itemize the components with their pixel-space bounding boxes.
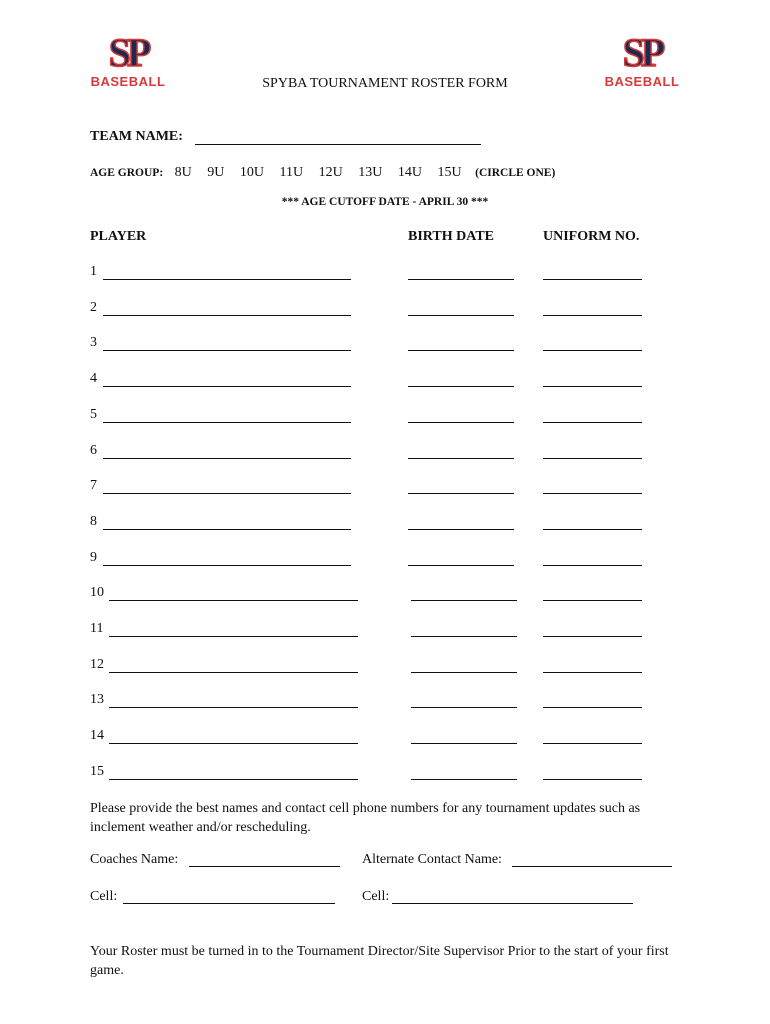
coaches-name-label: Coaches Name: bbox=[90, 852, 179, 867]
uniform-number-field[interactable] bbox=[543, 350, 642, 351]
birth-date-field[interactable] bbox=[408, 350, 514, 351]
roster-row bbox=[0, 728, 770, 748]
row-number: 5 bbox=[90, 407, 97, 422]
row-number: 9 bbox=[90, 550, 97, 565]
sp-monogram-icon bbox=[88, 30, 168, 76]
birth-date-field[interactable] bbox=[408, 458, 514, 459]
age-group bbox=[90, 165, 555, 181]
team-name-field[interactable] bbox=[195, 144, 481, 145]
player-name-field[interactable] bbox=[109, 743, 358, 744]
uniform-number-field[interactable] bbox=[543, 743, 642, 744]
birth-date-field[interactable] bbox=[408, 315, 514, 316]
roster-row bbox=[0, 300, 770, 320]
row-number: 11 bbox=[90, 621, 104, 636]
player-name-field[interactable] bbox=[103, 350, 351, 351]
age-option[interactable]: 14U bbox=[397, 165, 422, 180]
coaches-name-field[interactable] bbox=[189, 866, 340, 867]
age-option[interactable]: 15U bbox=[437, 165, 462, 180]
alternate-cell-field[interactable] bbox=[392, 903, 633, 904]
circle-one-note: (CIRCLE ONE) bbox=[475, 167, 556, 179]
column-header-birth-date: BIRTH DATE bbox=[408, 229, 494, 244]
uniform-number-field[interactable] bbox=[543, 565, 642, 566]
age-group-label: AGE GROUP: bbox=[90, 167, 164, 179]
birth-date-field[interactable] bbox=[408, 493, 514, 494]
coach-cell-label: Cell: bbox=[90, 889, 118, 904]
uniform-number-field[interactable] bbox=[543, 707, 642, 708]
logo-left bbox=[88, 30, 168, 100]
logo-word: BASEBALL bbox=[90, 74, 166, 89]
player-name-field[interactable] bbox=[103, 565, 351, 566]
age-option[interactable]: 8U bbox=[174, 165, 192, 180]
birth-date-field[interactable] bbox=[411, 672, 517, 673]
row-number: 3 bbox=[90, 335, 97, 350]
birth-date-field[interactable] bbox=[411, 779, 517, 780]
roster-row bbox=[0, 764, 770, 784]
roster-row bbox=[0, 335, 770, 355]
uniform-number-field[interactable] bbox=[543, 493, 642, 494]
svg-text:SP: SP bbox=[108, 30, 148, 75]
coach-cell-field[interactable] bbox=[123, 903, 335, 904]
age-cutoff-note: *** AGE CUTOFF DATE - APRIL 30 *** bbox=[281, 196, 489, 208]
player-name-field[interactable] bbox=[103, 529, 351, 530]
player-name-field[interactable] bbox=[109, 707, 358, 708]
birth-date-field[interactable] bbox=[411, 600, 517, 601]
roster-row bbox=[0, 657, 770, 677]
age-option[interactable]: 9U bbox=[207, 165, 225, 180]
row-number: 1 bbox=[90, 264, 97, 279]
row-number: 15 bbox=[90, 764, 104, 779]
birth-date-field[interactable] bbox=[411, 743, 517, 744]
roster-row bbox=[0, 692, 770, 712]
roster-row bbox=[0, 514, 770, 534]
alternate-contact-field[interactable] bbox=[512, 866, 672, 867]
uniform-number-field[interactable] bbox=[543, 529, 642, 530]
form-title: SPYBA TOURNAMENT ROSTER FORM bbox=[262, 76, 508, 91]
birth-date-field[interactable] bbox=[411, 707, 517, 708]
contact-instructions: Please provide the best names and contact cell phone numbers for any tournament updates such as inclement weather and/or rescheduling. bbox=[90, 801, 641, 835]
player-name-field[interactable] bbox=[103, 279, 351, 280]
uniform-number-field[interactable] bbox=[543, 422, 642, 423]
uniform-number-field[interactable] bbox=[543, 636, 642, 637]
uniform-number-field[interactable] bbox=[543, 386, 642, 387]
column-header-uniform: UNIFORM NO. bbox=[543, 229, 640, 244]
roster-row bbox=[0, 585, 770, 605]
birth-date-field[interactable] bbox=[408, 279, 514, 280]
row-number: 7 bbox=[90, 478, 97, 493]
age-option[interactable]: 12U bbox=[318, 165, 343, 180]
uniform-number-field[interactable] bbox=[543, 458, 642, 459]
age-option[interactable]: 11U bbox=[279, 165, 304, 180]
roster-row bbox=[0, 443, 770, 463]
row-number: 13 bbox=[90, 692, 104, 707]
logo-right bbox=[602, 30, 682, 100]
player-name-field[interactable] bbox=[109, 636, 358, 637]
row-number: 6 bbox=[90, 443, 97, 458]
logo-word: BASEBALL bbox=[604, 74, 680, 89]
birth-date-field[interactable] bbox=[408, 422, 514, 423]
row-number: 12 bbox=[90, 657, 104, 672]
player-name-field[interactable] bbox=[109, 779, 358, 780]
row-number: 10 bbox=[90, 585, 104, 600]
birth-date-field[interactable] bbox=[408, 529, 514, 530]
roster-row bbox=[0, 621, 770, 641]
birth-date-field[interactable] bbox=[408, 386, 514, 387]
row-number: 8 bbox=[90, 514, 97, 529]
uniform-number-field[interactable] bbox=[543, 279, 642, 280]
roster-row bbox=[0, 264, 770, 284]
player-name-field[interactable] bbox=[109, 600, 358, 601]
player-name-field[interactable] bbox=[103, 315, 351, 316]
player-name-field[interactable] bbox=[109, 672, 358, 673]
roster-row bbox=[0, 478, 770, 498]
alternate-cell-label: Cell: bbox=[362, 889, 390, 904]
age-option[interactable]: 10U bbox=[239, 165, 265, 180]
roster-row bbox=[0, 407, 770, 427]
roster-row bbox=[0, 371, 770, 391]
uniform-number-field[interactable] bbox=[543, 600, 642, 601]
roster-row bbox=[0, 550, 770, 570]
column-header-player: PLAYER bbox=[90, 229, 147, 244]
player-name-field[interactable] bbox=[103, 422, 351, 423]
birth-date-field[interactable] bbox=[408, 565, 514, 566]
row-number: 4 bbox=[90, 371, 97, 386]
age-option[interactable]: 13U bbox=[358, 165, 383, 180]
submission-note: Your Roster must be turned in to the Tournament Director/Site Supervisor Prior to the start of your first game. bbox=[90, 944, 669, 978]
svg-text:SP: SP bbox=[622, 30, 662, 75]
birth-date-field[interactable] bbox=[411, 636, 517, 637]
uniform-number-field[interactable] bbox=[543, 672, 642, 673]
player-name-field[interactable] bbox=[103, 493, 351, 494]
player-name-field[interactable] bbox=[103, 458, 351, 459]
uniform-number-field[interactable] bbox=[543, 779, 642, 780]
alternate-contact-label: Alternate Contact Name: bbox=[362, 852, 502, 867]
player-name-field[interactable] bbox=[103, 386, 351, 387]
sp-monogram-icon bbox=[602, 30, 682, 76]
team-name-label: TEAM NAME: bbox=[90, 129, 183, 144]
row-number: 14 bbox=[90, 728, 104, 743]
row-number: 2 bbox=[90, 300, 97, 315]
uniform-number-field[interactable] bbox=[543, 315, 642, 316]
